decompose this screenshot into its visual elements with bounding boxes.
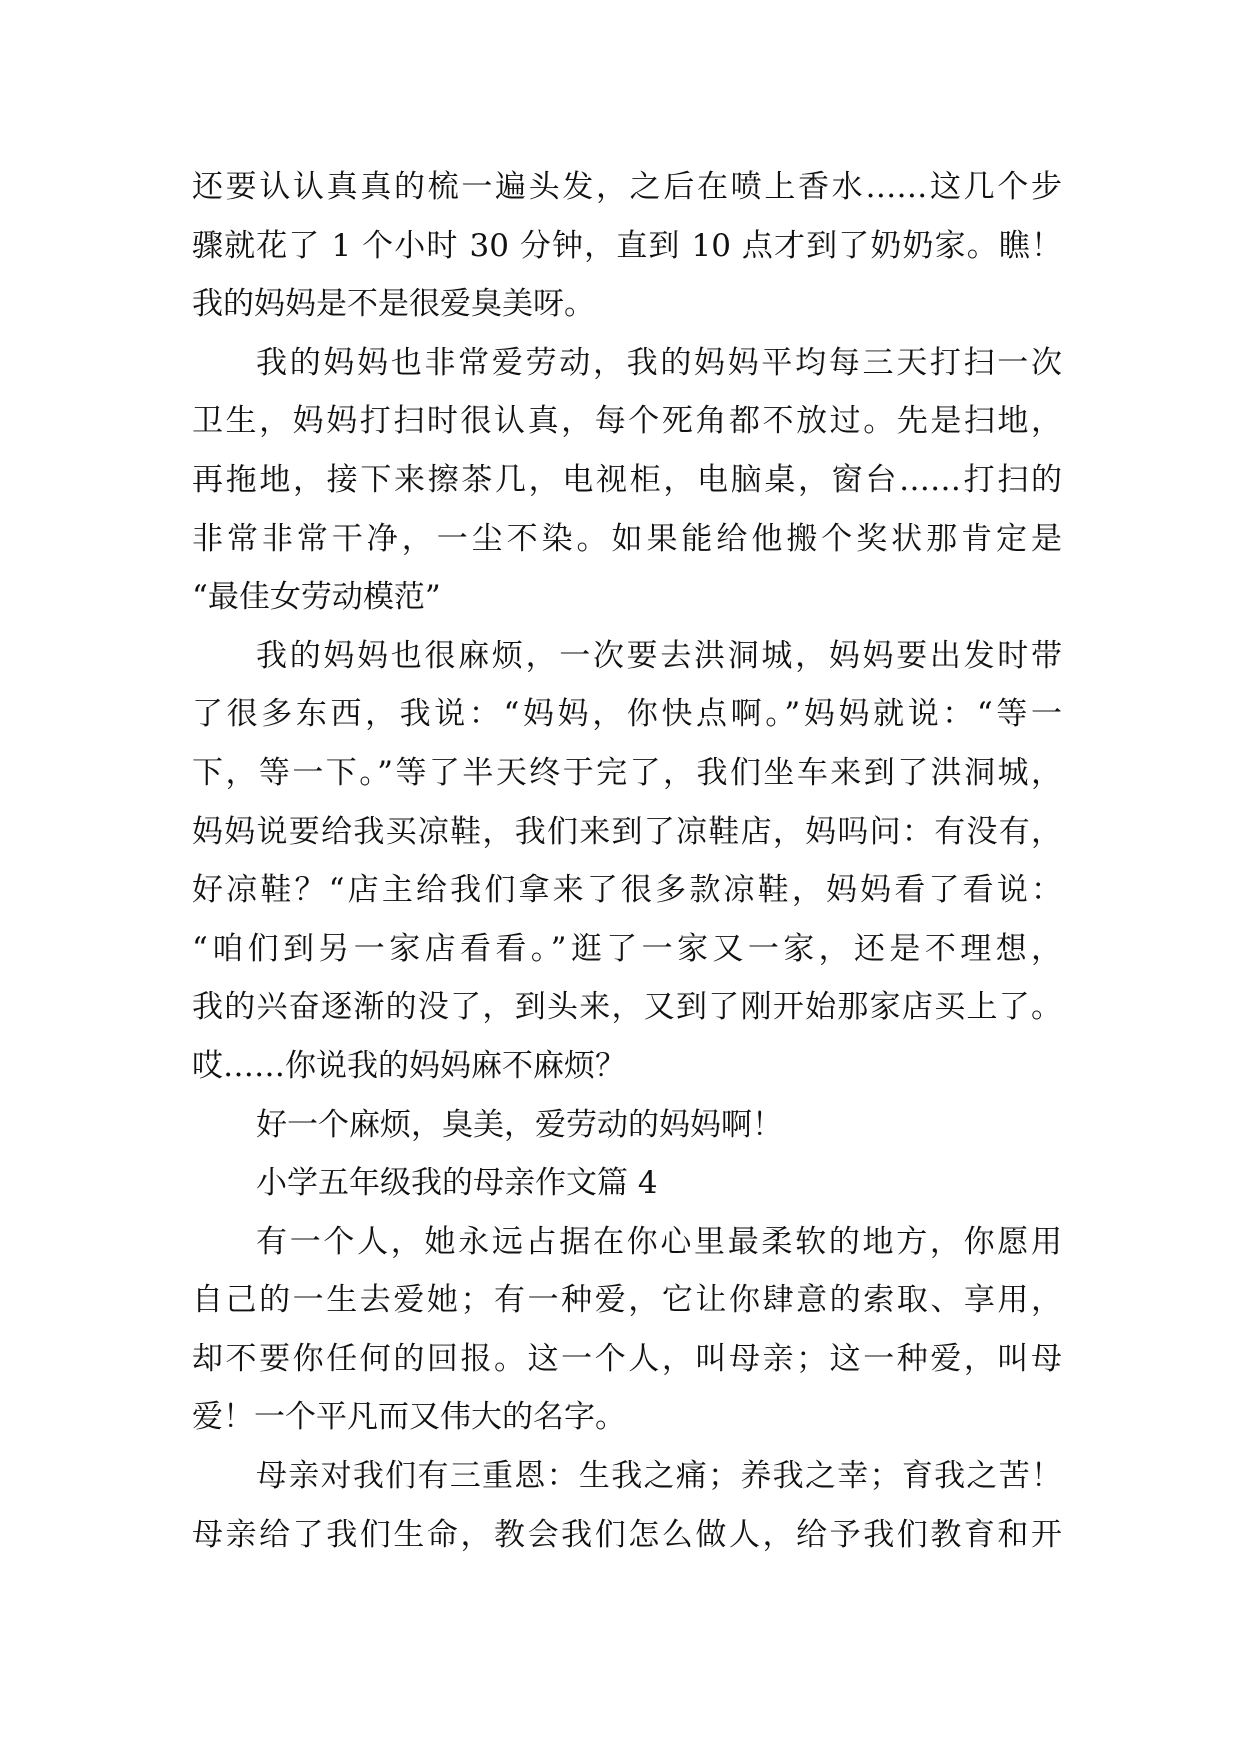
text-line: 卫生，妈妈打扫时很认真，每个死角都不放过。先是扫地， bbox=[192, 403, 1062, 440]
text-line: 再拖地，接下来擦茶几，电视柜，电脑桌，窗台……打扫的 bbox=[192, 461, 1062, 498]
text-line: 自己的一生去爱她；有一种爱，它让你肆意的索取、享用， bbox=[192, 1282, 1062, 1319]
paragraph-start-line: 有一个人，她永远占据在你心里最柔软的地方，你愿用 bbox=[256, 1223, 1062, 1260]
text-line: “咱们到另一家店看看。”逛了一家又一家，还是不理想， bbox=[192, 930, 1062, 967]
text-line: 了很多东西，我说：“妈妈，你快点啊。”妈妈就说：“等一 bbox=[192, 696, 1062, 733]
text-line: 骤就花了 1 个小时 30 分钟，直到 10 点才到了奶奶家。瞧！ bbox=[192, 227, 1062, 264]
text-line: 爱！一个平凡而又伟大的名字。 bbox=[192, 1399, 626, 1436]
text-line: 妈妈说要给我买凉鞋，我们来到了凉鞋店，妈吗问：有没有， bbox=[192, 813, 1062, 850]
text-line: 还要认认真真的梳一遍头发，之后在喷上香水……这几个步 bbox=[192, 169, 1062, 205]
section-heading: 小学五年级我的母亲作文篇 4 bbox=[256, 1165, 658, 1202]
paragraph-start-line: 我的妈妈也很麻烦，一次要去洪洞城，妈妈要出发时带 bbox=[256, 637, 1062, 674]
paragraph-start-line: 我的妈妈也非常爱劳动，我的妈妈平均每三天打扫一次 bbox=[256, 344, 1062, 381]
text-line: 母亲给了我们生命，教会我们怎么做人，给予我们教育和开 bbox=[192, 1516, 1062, 1553]
text-line: 我的兴奋逐渐的没了，到头来，又到了刚开始那家店买上了。 bbox=[192, 989, 1062, 1026]
text-line: “最佳女劳动模范” bbox=[192, 579, 441, 616]
paragraph-start-line: 母亲对我们有三重恩：生我之痛；养我之幸；育我之苦！ bbox=[256, 1458, 1062, 1495]
text-line: 下，等一下。”等了半天终于完了，我们坐车来到了洪洞城， bbox=[192, 754, 1062, 791]
text-line: 非常非常干净，一尘不染。如果能给他搬个奖状那肯定是 bbox=[192, 520, 1062, 557]
text-line: 我的妈妈是不是很爱臭美呀。 bbox=[192, 286, 595, 323]
text-line: 好凉鞋？“店主给我们拿来了很多款凉鞋，妈妈看了看说： bbox=[192, 872, 1062, 909]
text-line: 却不要你任何的回报。这一个人，叫母亲；这一种爱，叫母 bbox=[192, 1340, 1062, 1377]
text-line: 哎……你说我的妈妈麻不麻烦？ bbox=[192, 1047, 626, 1084]
paragraph-start-line: 好一个麻烦，臭美，爱劳动的妈妈啊！ bbox=[256, 1106, 783, 1143]
essay-body bbox=[192, 158, 1062, 1564]
